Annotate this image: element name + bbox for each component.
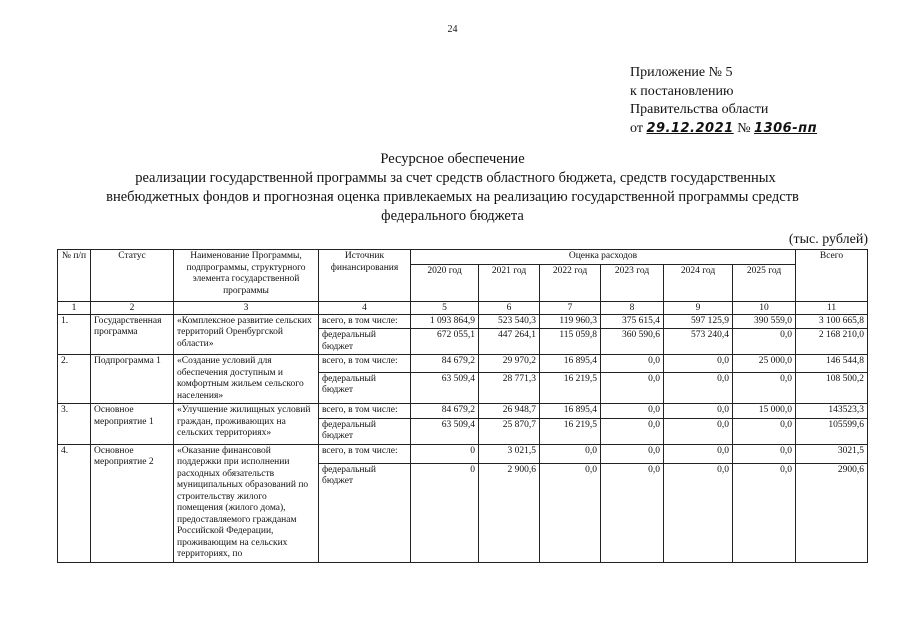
header-name: Наименование Программы, подпрограммы, структурного элемента государственной программы (174, 250, 319, 302)
value-cell: 672 055,1 (411, 329, 479, 355)
value-cell: 0,0 (733, 329, 796, 355)
page-number: 24 (447, 24, 458, 35)
title-line-2: реализации государственной программы за счет средств областного бюджета, средств государственных (135, 170, 776, 186)
row-status: Основное мероприятие 2 (91, 444, 174, 562)
value-cell: 2 900,6 (479, 463, 540, 562)
total-cell: 146 544,8 (796, 355, 868, 373)
appendix-number-sign: № (737, 120, 751, 136)
value-cell: 360 590,6 (601, 329, 664, 355)
total-cell: 105599,6 (796, 418, 868, 444)
column-index: 7 (540, 301, 601, 314)
row-name: «Создание условий для обеспечения доступным и комфортным жильем сельского населения» (174, 355, 319, 404)
value-cell: 0,0 (664, 463, 733, 562)
value-cell: 16 895,4 (540, 404, 601, 419)
row-number: 4. (58, 444, 91, 562)
row-number: 2. (58, 355, 91, 404)
table-row (58, 314, 868, 329)
value-cell: 0,0 (664, 418, 733, 444)
table-row (58, 404, 868, 419)
header-row-1 (58, 250, 868, 265)
row-number: 3. (58, 404, 91, 445)
appendix-line-1: Приложение № 5 (630, 65, 733, 80)
row-source: всего, в том числе: (319, 404, 411, 419)
value-cell: 375 615,4 (601, 314, 664, 329)
total-cell: 143523,3 (796, 404, 868, 419)
column-index-row (58, 301, 868, 314)
value-cell: 16 895,4 (540, 355, 601, 373)
value-cell: 447 264,1 (479, 329, 540, 355)
value-cell: 119 960,3 (540, 314, 601, 329)
row-name: «Комплексное развитие сельских территорий Оренбургской области» (174, 314, 319, 355)
column-index: 11 (796, 301, 868, 314)
header-year: 2022 год (540, 264, 601, 301)
value-cell: 1 093 864,9 (411, 314, 479, 329)
value-cell: 597 125,9 (664, 314, 733, 329)
value-cell: 0 (411, 444, 479, 463)
row-status: Государственная программа (91, 314, 174, 355)
row-source: всего, в том числе: (319, 444, 411, 463)
value-cell: 3 021,5 (479, 444, 540, 463)
row-source: федеральный бюджет (319, 418, 411, 444)
header-year: 2023 год (601, 264, 664, 301)
total-cell: 3021,5 (796, 444, 868, 463)
handwritten-number: 1306-пп (754, 120, 818, 136)
row-status: Основное мероприятие 1 (91, 404, 174, 445)
value-cell: 0,0 (733, 463, 796, 562)
value-cell: 0,0 (601, 404, 664, 419)
value-cell: 26 948,7 (479, 404, 540, 419)
value-cell: 0,0 (664, 404, 733, 419)
title-line-1: Ресурсное обеспечение (380, 151, 525, 167)
appendix-line-2: к постановлению (630, 83, 734, 99)
header-source: Источник финансирования (319, 250, 411, 302)
column-index: 8 (601, 301, 664, 314)
header-estimate: Оценка расходов (411, 250, 796, 265)
row-source: всего, в том числе: (319, 355, 411, 373)
column-index: 1 (58, 301, 91, 314)
value-cell: 16 219,5 (540, 418, 601, 444)
total-cell: 108 500,2 (796, 372, 868, 403)
value-cell: 29 970,2 (479, 355, 540, 373)
value-cell: 0,0 (664, 355, 733, 373)
value-cell: 0,0 (601, 355, 664, 373)
value-cell: 15 000,0 (733, 404, 796, 419)
value-cell: 0,0 (664, 444, 733, 463)
table-row (58, 444, 868, 463)
value-cell: 523 540,3 (479, 314, 540, 329)
document-title (0, 150, 905, 226)
value-cell: 0,0 (540, 463, 601, 562)
handwritten-date: 29.12.2021 (646, 120, 734, 136)
title-line-3: внебюджетных фондов и прогнозная оценка привлекаемых на реализацию государственной программы средств (106, 189, 799, 205)
column-index: 2 (91, 301, 174, 314)
value-cell: 0,0 (733, 372, 796, 403)
column-index: 5 (411, 301, 479, 314)
header-year: 2024 год (664, 264, 733, 301)
units-label: (тыс. рублей) (788, 232, 868, 247)
header-year: 2021 год (479, 264, 540, 301)
row-number: 1. (58, 314, 91, 355)
column-index: 6 (479, 301, 540, 314)
value-cell: 16 219,5 (540, 372, 601, 403)
resource-table (57, 249, 868, 563)
value-cell: 63 509,4 (411, 418, 479, 444)
column-index: 4 (319, 301, 411, 314)
total-cell: 2900,6 (796, 463, 868, 562)
row-status: Подпрограмма 1 (91, 355, 174, 404)
total-cell: 2 168 210,0 (796, 329, 868, 355)
header-status: Статус (91, 250, 174, 302)
row-name: «Оказание финансовой поддержки при исполнении расходных обязательств муниципальных образований по строительству жилого помещения (жилого дома), предоставляемого гражданам Российской Федерации, проживающим на сельских территориях, по (174, 444, 319, 562)
appendix-line-4 (630, 120, 817, 139)
value-cell: 0,0 (733, 418, 796, 444)
value-cell: 0,0 (733, 444, 796, 463)
table-row (58, 355, 868, 373)
value-cell: 0,0 (601, 418, 664, 444)
header-total: Всего (796, 250, 868, 302)
appendix-date-prefix: от (630, 120, 643, 136)
value-cell: 0 (411, 463, 479, 562)
row-source: федеральный бюджет (319, 463, 411, 562)
total-cell: 3 100 665,8 (796, 314, 868, 329)
value-cell: 63 509,4 (411, 372, 479, 403)
header-year: 2025 год (733, 264, 796, 301)
row-source: федеральный бюджет (319, 372, 411, 403)
column-index: 9 (664, 301, 733, 314)
value-cell: 0,0 (601, 372, 664, 403)
row-source: федеральный бюджет (319, 329, 411, 355)
appendix-block (630, 64, 817, 138)
value-cell: 115 059,8 (540, 329, 601, 355)
value-cell: 25 870,7 (479, 418, 540, 444)
header-year: 2020 год (411, 264, 479, 301)
value-cell: 0,0 (664, 372, 733, 403)
appendix-line-3: Правительства области (630, 102, 769, 117)
title-line-4: федерального бюджета (381, 208, 524, 224)
column-index: 3 (174, 301, 319, 314)
row-name: «Улучшение жилищных условий граждан, проживающих на сельских территориях» (174, 404, 319, 445)
value-cell: 84 679,2 (411, 355, 479, 373)
value-cell: 0,0 (601, 444, 664, 463)
value-cell: 0,0 (601, 463, 664, 562)
value-cell: 84 679,2 (411, 404, 479, 419)
row-source: всего, в том числе: (319, 314, 411, 329)
column-index: 10 (733, 301, 796, 314)
value-cell: 390 559,0 (733, 314, 796, 329)
value-cell: 28 771,3 (479, 372, 540, 403)
header-num: № п/п (58, 250, 91, 302)
value-cell: 0,0 (540, 444, 601, 463)
value-cell: 25 000,0 (733, 355, 796, 373)
value-cell: 573 240,4 (664, 329, 733, 355)
